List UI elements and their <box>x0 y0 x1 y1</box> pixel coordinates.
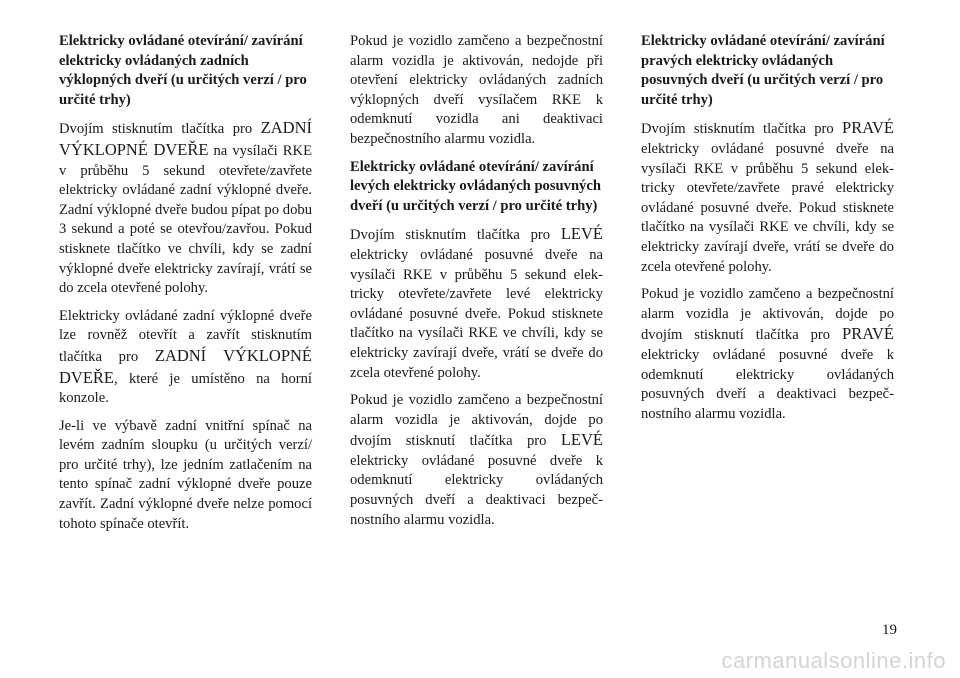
section-heading-right-door: Elektricky ovládané otevírání/ zavírání pravých elektricky ovládaných posuvných dveří (u určitých verzí / pro určité trhy) <box>641 33 885 108</box>
paragraph-right-door-rke: Dvojím stisknutím tlačítka pro PRAVÉ elektricky ovládané posuvné dveře na vysílači RKE v průběhu 5 sekund elektricky otevřete/zavřete pravé elektricky ovládané posuvné dveře. Pokud stisknete tlačítko na vysílači RKE ve chvíli, kdy se elektricky zavírají dveře, vrátí se dveře do zcela otevřené polohy. <box>641 118 894 275</box>
paragraph-left-door-rke: Dvojím stisknutím tlačítka pro LEVÉ elektricky ovládané posuvné dveře na vysílači RKE v průběhu 5 sekund elektricky otevřete/zavřete levé elektricky ovládané posuvné dveře. Pokud stisknete tlačítko na vysílači RKE ve chvíli, kdy se elektricky zavírají dveře, vrátí se dveře do zcela otevřené polohy. <box>350 224 603 381</box>
page-number: 19 <box>882 622 897 638</box>
right-column <box>641 32 894 432</box>
section-heading-left-door: Elektricky ovládané otevírání/ zavírání levých elektricky ovládaných posuvných dveří (u určitých verzí / pro určité trhy) <box>350 158 601 214</box>
paragraph-tailgate-rke: Dvojím stisknutím tlačítka pro ZADNÍ VÝKLOPNÉ DVEŘE na vysílači RKE v průběhu 5 sekund otevřete/zavřete elektricky ovládané zadní výklopné dveře. Zadní výklopné dveře budou pípat po dobu 3 sekund a poté se otevřou/zavřou. Pokud stisknete tlačítko ve chvíli, kdy se zadní výklopné dveře elektricky zavírají, vrátí se do zcela otevřené polohy. <box>59 118 312 297</box>
paragraph-tailgate-console: Elektricky ovládané zadní výklopné dveře lze rovněž otevřít a zavřít stisknutím tlačítka pro ZADNÍ VÝKLOPNÉ DVEŘE, které je umístěno na horní konzole. <box>59 307 312 407</box>
paragraph-alarm-tailgate: Pokud je vozidlo zamčeno a bezpečnostní alarm vozidla je aktivován, nedojde při otevření elektricky ovládaných zadních výklopných dveří vysílačem RKE k odemknutí vozidla ani deaktivaci bezpečnostního alarmu vozidla. <box>350 33 603 147</box>
paragraph-tailgate-switch: Je-li ve výbavě zadní vnitřní spínač na levém zadním sloupku (u určitých verzí/ pro určité trhy), lze jedním zatlačením na tento spínač zadní výklopné dveře pouze zavřít. Zadní výklopné dveře nelze pomocí tohoto spínače otevřít. <box>59 417 312 532</box>
section-heading-tailgate: Elektricky ovládané otevírání/ zavírání elektricky ovládaných zadních výklopných dveří (u určitých verzí / pro určité trhy) <box>59 33 307 108</box>
paragraph-left-door-alarm: Pokud je vozidlo zamčeno a bezpečnostní alarm vozidla je aktivován, dojde po dvojím stisknutí tlačítka pro LEVÉ elektricky ovládané posuvné dveře k odemknutí elektricky ovládaných posuvných dveří a deaktivaci bezpečnostního alarmu vozidla. <box>350 392 603 528</box>
watermark: carmanualsonline.info <box>721 648 946 673</box>
left-column <box>59 32 312 542</box>
middle-column <box>350 32 603 538</box>
paragraph-right-door-alarm: Pokud je vozidlo zamčeno a bezpečnostní alarm vozidla je aktivován, dojde po dvojím stisknutí tlačítka pro PRAVÉ elektricky ovládané posuvné dveře k odemknutí elektricky ovládaných posuvných dveří a deaktivaci bezpečnostního alarmu vozidla. <box>641 286 894 422</box>
